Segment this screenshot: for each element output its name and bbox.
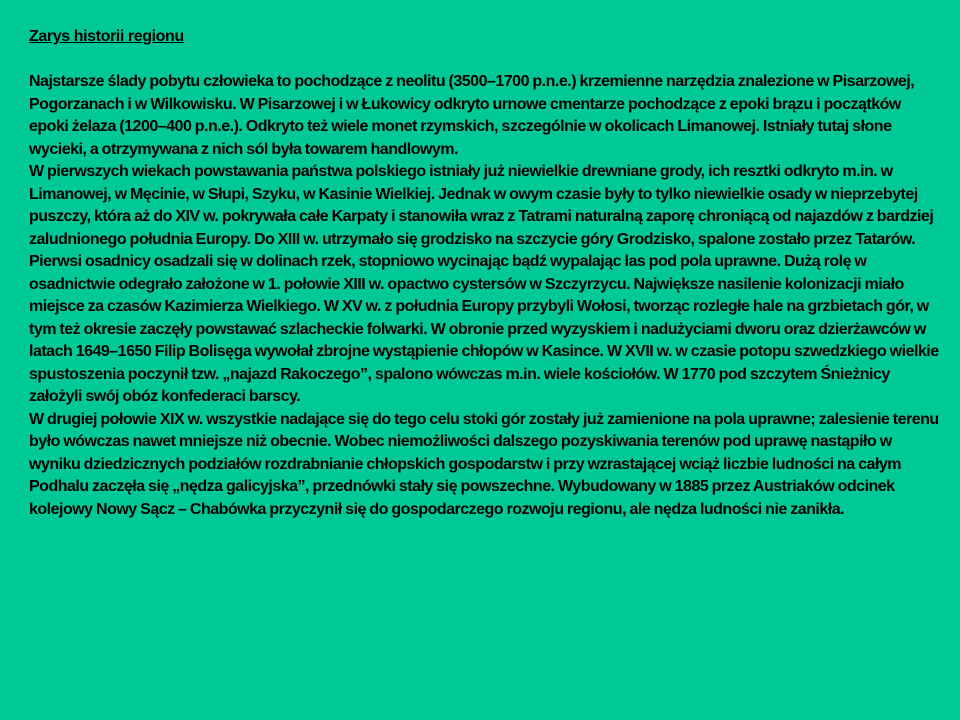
paragraph-prehistory: Najstarsze ślady pobytu człowieka to pochodzące z neolitu (3500–1700 p.n.e.) krzemienne narzędzia znalezione w Pisarzowej, Pogorzanach i w Wilkowisku. W Pisarzowej i w Łukowicy odkryto urnowe cmentarze pochodzące z epoki brązu i początków epoki żelaza (1200–400 p.n.e.). Odkryto też wiele monet rzymskich, szczególnie w okolicach Limanowej. Istniały tutaj słone wycieki, a otrzymywana z nich sól była towarem handlowym.: [29, 73, 915, 158]
title-spacer: [29, 49, 939, 72]
slide-content: [29, 26, 939, 521]
document-title: Zarys historii regionu: [29, 28, 184, 45]
paragraph-19th-century: W drugiej połowie XIX w. wszystkie nadające się do tego celu stoki gór zostały już zamienione na pola uprawne; zalesienie terenu było wówczas nawet mniejsze niż obecnie. Wobec niemożliwości dalszego pozyskiwania terenów pod uprawę nastąpiło w wyniku dziedzicznych podziałów rozdrabnianie chłopskich gospodarstw i przy wzrastającej wciąż liczbie ludności na całym Podhalu zaczęła się „nędza galicyjska”, przednówki stały się powszechne. Wybudowany w 1885 przez Austriaków odcinek kolejowy Nowy Sącz – Chabówka przyczynił się do gospodarczego rozwoju regionu, ale nędza ludności nie zanikła.: [29, 410, 939, 518]
paragraph-medieval: W pierwszych wiekach powstawania państwa polskiego istniały już niewielkie drewniane grody, ich resztki odkryto m.in. w Limanowej, w Męcinie, w Słupi, Szyku, w Kasinie Wielkiej. Jednak w owym czasie były to tylko niewielkie osady w nieprzebytej puszczy, która aż do XIV w. pokrywała całe Karpaty i stanowiła wraz z Tatrami naturalną zaporę chroniącą od najazdów z bardziej zaludnionego południa Europy. Do XIII w. utrzymało się grodzisko na szczycie góry Grodzisko, spalone zostało przez Tatarów. Pierwsi osadnicy osadzali się w dolinach rzek, stopniowo wycinając bądź wypalając las pod pola uprawne. Dużą rolę w osadnictwie odegrało założone w 1. połowie XIII w. opactwo cystersów w Szczyrzycu. Największe nasilenie kolonizacji miało miejsce za czasów Kazimierza Wielkiego. W XV w. z południa Europy przybyli Wołosi, tworząc rozległe hale na grzbietach gór, w tym też okresie zaczęły powstawać szlacheckie folwarki. W obronie przed wyzyskiem i nadużyciami dworu oraz dzierżawców w latach 1649–1650 Filip Bolisęga wywołał zbrojne wystąpienie chłopów w Kasince. W XVII w. w czasie potopu szwedzkiego wielkie spustoszenia poczynił tzw. „najazd Rakoczego”, spalono wówczas m.in. wiele kościołów. W 1770 pod szczytem Śnieżnicy założyli swój obóz konfederaci barscy.: [29, 163, 939, 405]
